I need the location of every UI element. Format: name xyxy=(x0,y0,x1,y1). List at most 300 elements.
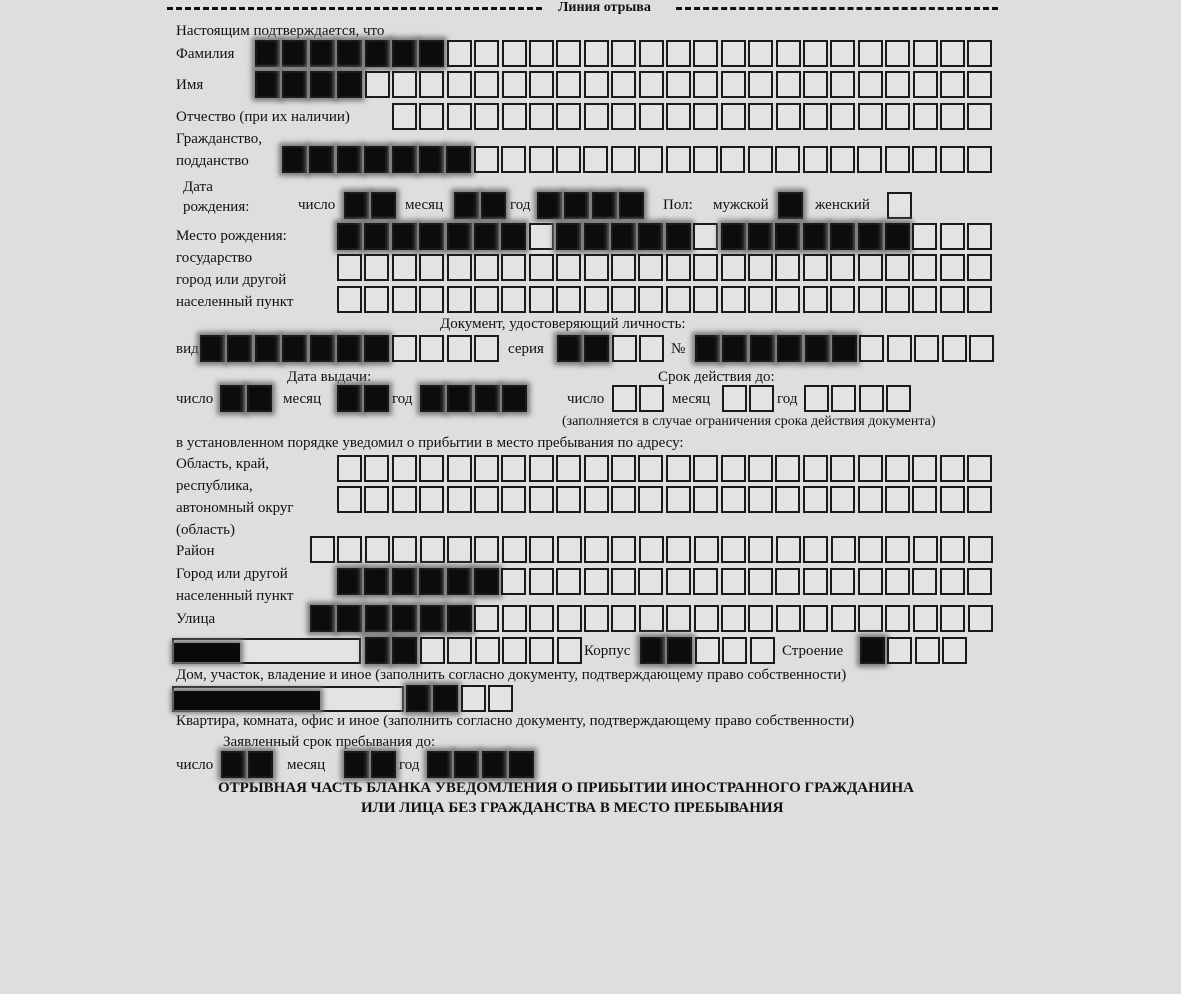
house-type-field[interactable] xyxy=(172,638,361,664)
letter-cell[interactable] xyxy=(282,40,307,67)
letter-cell[interactable] xyxy=(830,146,855,173)
letter-cell[interactable] xyxy=(447,286,472,313)
letter-cell[interactable] xyxy=(611,536,636,563)
letter-cell[interactable] xyxy=(392,335,417,362)
letter-cell[interactable] xyxy=(967,455,992,482)
letter-cell[interactable] xyxy=(584,335,609,362)
letter-cell[interactable] xyxy=(885,568,910,595)
letter-cell[interactable] xyxy=(858,605,883,632)
letter-cell[interactable] xyxy=(584,536,609,563)
letter-cell[interactable] xyxy=(482,751,507,778)
letter-cell[interactable] xyxy=(666,71,691,98)
letter-cell[interactable] xyxy=(584,71,609,98)
letter-cell[interactable] xyxy=(475,385,500,412)
letter-cell[interactable] xyxy=(830,103,855,130)
letter-cell[interactable] xyxy=(967,40,992,67)
letter-cell[interactable] xyxy=(529,455,554,482)
letter-cell[interactable] xyxy=(309,146,334,173)
letter-cell[interactable] xyxy=(282,335,307,362)
letter-cell[interactable] xyxy=(803,103,828,130)
letter-cell[interactable] xyxy=(803,40,828,67)
letter-cell[interactable] xyxy=(693,486,718,513)
letter-cell[interactable] xyxy=(584,605,609,632)
letter-cell[interactable] xyxy=(831,605,856,632)
letter-cell[interactable] xyxy=(722,335,747,362)
letter-cell[interactable] xyxy=(392,40,417,67)
letter-cell[interactable] xyxy=(748,254,773,281)
letter-cell[interactable] xyxy=(666,568,691,595)
letter-cell[interactable] xyxy=(529,254,554,281)
letter-cell[interactable] xyxy=(775,486,800,513)
letter-cell[interactable] xyxy=(693,146,718,173)
letter-cell[interactable] xyxy=(419,286,444,313)
letter-cell[interactable] xyxy=(529,486,554,513)
letter-cell[interactable] xyxy=(750,637,775,664)
letter-cell[interactable] xyxy=(529,286,554,313)
letter-cell[interactable] xyxy=(913,103,938,130)
letter-cell[interactable] xyxy=(695,637,720,664)
letter-cell[interactable] xyxy=(419,146,444,173)
letter-cell[interactable] xyxy=(447,637,472,664)
letter-cell[interactable] xyxy=(913,40,938,67)
letter-cell[interactable] xyxy=(337,455,362,482)
letter-cell[interactable] xyxy=(529,223,554,250)
letter-cell[interactable] xyxy=(859,335,884,362)
letter-cell[interactable] xyxy=(885,286,910,313)
letter-cell[interactable] xyxy=(556,40,581,67)
letter-cell[interactable] xyxy=(885,71,910,98)
letter-cell[interactable] xyxy=(778,192,803,219)
letter-cell[interactable] xyxy=(392,103,417,130)
letter-cell[interactable] xyxy=(666,605,691,632)
letter-cell[interactable] xyxy=(344,192,369,219)
letter-cell[interactable] xyxy=(775,254,800,281)
letter-cell[interactable] xyxy=(748,486,773,513)
letter-cell[interactable] xyxy=(365,536,390,563)
letter-cell[interactable] xyxy=(693,40,718,67)
letter-cell[interactable] xyxy=(721,254,746,281)
letter-cell[interactable] xyxy=(912,223,937,250)
letter-cell[interactable] xyxy=(885,103,910,130)
letter-cell[interactable] xyxy=(750,335,775,362)
letter-cell[interactable] xyxy=(776,103,801,130)
letter-cell[interactable] xyxy=(509,751,534,778)
letter-cell[interactable] xyxy=(447,605,472,632)
letter-cell[interactable] xyxy=(639,335,664,362)
letter-cell[interactable] xyxy=(557,637,582,664)
letter-cell[interactable] xyxy=(940,40,965,67)
letter-cell[interactable] xyxy=(748,455,773,482)
letter-cell[interactable] xyxy=(720,146,745,173)
letter-cell[interactable] xyxy=(940,455,965,482)
letter-cell[interactable] xyxy=(529,605,554,632)
letter-cell[interactable] xyxy=(666,455,691,482)
letter-cell[interactable] xyxy=(537,192,562,219)
letter-cell[interactable] xyxy=(501,254,526,281)
letter-cell[interactable] xyxy=(858,286,883,313)
letter-cell[interactable] xyxy=(474,605,499,632)
letter-cell[interactable] xyxy=(885,223,910,250)
letter-cell[interactable] xyxy=(831,536,856,563)
letter-cell[interactable] xyxy=(584,254,609,281)
letter-cell[interactable] xyxy=(584,568,609,595)
letter-cell[interactable] xyxy=(461,685,486,712)
letter-cell[interactable] xyxy=(529,568,554,595)
letter-cell[interactable] xyxy=(638,486,663,513)
letter-cell[interactable] xyxy=(969,335,994,362)
letter-cell[interactable] xyxy=(337,536,362,563)
letter-cell[interactable] xyxy=(830,254,855,281)
letter-cell[interactable] xyxy=(557,536,582,563)
letter-cell[interactable] xyxy=(392,455,417,482)
letter-cell[interactable] xyxy=(887,192,912,219)
letter-cell[interactable] xyxy=(447,455,472,482)
letter-cell[interactable] xyxy=(693,455,718,482)
letter-cell[interactable] xyxy=(748,103,773,130)
letter-cell[interactable] xyxy=(529,103,554,130)
letter-cell[interactable] xyxy=(940,254,965,281)
letter-cell[interactable] xyxy=(776,71,801,98)
letter-cell[interactable] xyxy=(693,223,718,250)
letter-cell[interactable] xyxy=(556,286,581,313)
letter-cell[interactable] xyxy=(775,223,800,250)
letter-cell[interactable] xyxy=(611,71,636,98)
letter-cell[interactable] xyxy=(447,103,472,130)
letter-cell[interactable] xyxy=(803,455,828,482)
letter-cell[interactable] xyxy=(365,637,390,664)
letter-cell[interactable] xyxy=(639,103,664,130)
letter-cell[interactable] xyxy=(310,40,335,67)
letter-cell[interactable] xyxy=(639,536,664,563)
letter-cell[interactable] xyxy=(666,486,691,513)
letter-cell[interactable] xyxy=(529,71,554,98)
letter-cell[interactable] xyxy=(721,568,746,595)
letter-cell[interactable] xyxy=(722,385,747,412)
letter-cell[interactable] xyxy=(247,385,272,412)
letter-cell[interactable] xyxy=(392,605,417,632)
apt-type-field[interactable] xyxy=(172,686,404,712)
letter-cell[interactable] xyxy=(803,223,828,250)
letter-cell[interactable] xyxy=(337,223,362,250)
letter-cell[interactable] xyxy=(474,71,499,98)
letter-cell[interactable] xyxy=(693,254,718,281)
letter-cell[interactable] xyxy=(611,146,636,173)
letter-cell[interactable] xyxy=(887,637,912,664)
letter-cell[interactable] xyxy=(612,335,637,362)
letter-cell[interactable] xyxy=(419,71,444,98)
letter-cell[interactable] xyxy=(639,385,664,412)
letter-cell[interactable] xyxy=(556,254,581,281)
letter-cell[interactable] xyxy=(556,455,581,482)
letter-cell[interactable] xyxy=(967,146,992,173)
letter-cell[interactable] xyxy=(666,40,691,67)
letter-cell[interactable] xyxy=(447,536,472,563)
letter-cell[interactable] xyxy=(420,536,445,563)
letter-cell[interactable] xyxy=(481,192,506,219)
letter-cell[interactable] xyxy=(556,146,581,173)
letter-cell[interactable] xyxy=(721,223,746,250)
letter-cell[interactable] xyxy=(564,192,589,219)
letter-cell[interactable] xyxy=(221,751,246,778)
letter-cell[interactable] xyxy=(501,486,526,513)
letter-cell[interactable] xyxy=(885,40,910,67)
letter-cell[interactable] xyxy=(695,335,720,362)
letter-cell[interactable] xyxy=(831,385,856,412)
letter-cell[interactable] xyxy=(529,637,554,664)
letter-cell[interactable] xyxy=(611,455,636,482)
letter-cell[interactable] xyxy=(364,335,389,362)
letter-cell[interactable] xyxy=(392,486,417,513)
letter-cell[interactable] xyxy=(454,751,479,778)
letter-cell[interactable] xyxy=(282,71,307,98)
letter-cell[interactable] xyxy=(638,223,663,250)
letter-cell[interactable] xyxy=(694,536,719,563)
letter-cell[interactable] xyxy=(721,286,746,313)
letter-cell[interactable] xyxy=(912,146,937,173)
letter-cell[interactable] xyxy=(722,637,747,664)
letter-cell[interactable] xyxy=(830,286,855,313)
letter-cell[interactable] xyxy=(638,455,663,482)
letter-cell[interactable] xyxy=(529,146,554,173)
letter-cell[interactable] xyxy=(830,40,855,67)
letter-cell[interactable] xyxy=(885,455,910,482)
letter-cell[interactable] xyxy=(447,385,472,412)
letter-cell[interactable] xyxy=(371,192,396,219)
letter-cell[interactable] xyxy=(721,486,746,513)
letter-cell[interactable] xyxy=(255,40,280,67)
letter-cell[interactable] xyxy=(282,146,307,173)
letter-cell[interactable] xyxy=(337,286,362,313)
letter-cell[interactable] xyxy=(748,146,773,173)
letter-cell[interactable] xyxy=(611,223,636,250)
letter-cell[interactable] xyxy=(693,71,718,98)
letter-cell[interactable] xyxy=(447,254,472,281)
letter-cell[interactable] xyxy=(639,40,664,67)
letter-cell[interactable] xyxy=(419,103,444,130)
letter-cell[interactable] xyxy=(556,486,581,513)
letter-cell[interactable] xyxy=(248,751,273,778)
letter-cell[interactable] xyxy=(940,71,965,98)
letter-cell[interactable] xyxy=(446,146,471,173)
letter-cell[interactable] xyxy=(474,455,499,482)
letter-cell[interactable] xyxy=(638,146,663,173)
letter-cell[interactable] xyxy=(914,335,939,362)
letter-cell[interactable] xyxy=(200,335,225,362)
letter-cell[interactable] xyxy=(967,71,992,98)
letter-cell[interactable] xyxy=(830,568,855,595)
letter-cell[interactable] xyxy=(693,568,718,595)
letter-cell[interactable] xyxy=(365,40,390,67)
letter-cell[interactable] xyxy=(447,223,472,250)
letter-cell[interactable] xyxy=(419,254,444,281)
letter-cell[interactable] xyxy=(427,751,452,778)
letter-cell[interactable] xyxy=(474,286,499,313)
letter-cell[interactable] xyxy=(612,385,637,412)
letter-cell[interactable] xyxy=(501,223,526,250)
letter-cell[interactable] xyxy=(748,71,773,98)
letter-cell[interactable] xyxy=(858,223,883,250)
letter-cell[interactable] xyxy=(392,568,417,595)
letter-cell[interactable] xyxy=(365,605,390,632)
letter-cell[interactable] xyxy=(775,286,800,313)
letter-cell[interactable] xyxy=(364,486,389,513)
letter-cell[interactable] xyxy=(419,568,444,595)
letter-cell[interactable] xyxy=(858,455,883,482)
letter-cell[interactable] xyxy=(255,71,280,98)
letter-cell[interactable] xyxy=(392,71,417,98)
letter-cell[interactable] xyxy=(392,637,417,664)
letter-cell[interactable] xyxy=(474,223,499,250)
letter-cell[interactable] xyxy=(392,254,417,281)
letter-cell[interactable] xyxy=(639,71,664,98)
letter-cell[interactable] xyxy=(220,385,245,412)
letter-cell[interactable] xyxy=(832,335,857,362)
letter-cell[interactable] xyxy=(364,385,389,412)
letter-cell[interactable] xyxy=(502,103,527,130)
letter-cell[interactable] xyxy=(885,605,910,632)
letter-cell[interactable] xyxy=(447,40,472,67)
letter-cell[interactable] xyxy=(337,486,362,513)
letter-cell[interactable] xyxy=(474,486,499,513)
letter-cell[interactable] xyxy=(803,486,828,513)
letter-cell[interactable] xyxy=(371,751,396,778)
letter-cell[interactable] xyxy=(858,103,883,130)
letter-cell[interactable] xyxy=(693,103,718,130)
letter-cell[interactable] xyxy=(364,286,389,313)
letter-cell[interactable] xyxy=(337,335,362,362)
letter-cell[interactable] xyxy=(915,637,940,664)
letter-cell[interactable] xyxy=(419,40,444,67)
letter-cell[interactable] xyxy=(447,71,472,98)
letter-cell[interactable] xyxy=(912,254,937,281)
letter-cell[interactable] xyxy=(776,536,801,563)
letter-cell[interactable] xyxy=(805,335,830,362)
letter-cell[interactable] xyxy=(227,335,252,362)
letter-cell[interactable] xyxy=(611,40,636,67)
letter-cell[interactable] xyxy=(502,605,527,632)
letter-cell[interactable] xyxy=(913,71,938,98)
letter-cell[interactable] xyxy=(447,335,472,362)
letter-cell[interactable] xyxy=(666,103,691,130)
letter-cell[interactable] xyxy=(344,751,369,778)
letter-cell[interactable] xyxy=(364,223,389,250)
letter-cell[interactable] xyxy=(776,40,801,67)
letter-cell[interactable] xyxy=(364,455,389,482)
letter-cell[interactable] xyxy=(337,385,362,412)
letter-cell[interactable] xyxy=(857,146,882,173)
letter-cell[interactable] xyxy=(310,71,335,98)
letter-cell[interactable] xyxy=(611,254,636,281)
letter-cell[interactable] xyxy=(968,605,993,632)
letter-cell[interactable] xyxy=(557,335,582,362)
letter-cell[interactable] xyxy=(433,685,458,712)
letter-cell[interactable] xyxy=(556,223,581,250)
letter-cell[interactable] xyxy=(775,146,800,173)
letter-cell[interactable] xyxy=(638,254,663,281)
letter-cell[interactable] xyxy=(940,286,965,313)
letter-cell[interactable] xyxy=(392,536,417,563)
letter-cell[interactable] xyxy=(967,254,992,281)
letter-cell[interactable] xyxy=(968,536,993,563)
letter-cell[interactable] xyxy=(940,103,965,130)
letter-cell[interactable] xyxy=(803,286,828,313)
letter-cell[interactable] xyxy=(474,254,499,281)
letter-cell[interactable] xyxy=(830,223,855,250)
letter-cell[interactable] xyxy=(501,286,526,313)
letter-cell[interactable] xyxy=(940,146,965,173)
letter-cell[interactable] xyxy=(584,455,609,482)
letter-cell[interactable] xyxy=(420,637,445,664)
letter-cell[interactable] xyxy=(666,286,691,313)
letter-cell[interactable] xyxy=(529,536,554,563)
letter-cell[interactable] xyxy=(502,385,527,412)
letter-cell[interactable] xyxy=(310,605,335,632)
letter-cell[interactable] xyxy=(830,455,855,482)
letter-cell[interactable] xyxy=(474,103,499,130)
letter-cell[interactable] xyxy=(364,568,389,595)
letter-cell[interactable] xyxy=(392,223,417,250)
letter-cell[interactable] xyxy=(748,223,773,250)
letter-cell[interactable] xyxy=(803,568,828,595)
letter-cell[interactable] xyxy=(803,254,828,281)
letter-cell[interactable] xyxy=(474,335,499,362)
letter-cell[interactable] xyxy=(748,605,773,632)
letter-cell[interactable] xyxy=(619,192,644,219)
letter-cell[interactable] xyxy=(557,605,582,632)
letter-cell[interactable] xyxy=(830,71,855,98)
letter-cell[interactable] xyxy=(776,605,801,632)
letter-cell[interactable] xyxy=(886,385,911,412)
letter-cell[interactable] xyxy=(775,455,800,482)
letter-cell[interactable] xyxy=(556,103,581,130)
letter-cell[interactable] xyxy=(940,486,965,513)
letter-cell[interactable] xyxy=(666,146,691,173)
letter-cell[interactable] xyxy=(474,146,499,173)
letter-cell[interactable] xyxy=(693,286,718,313)
letter-cell[interactable] xyxy=(611,486,636,513)
letter-cell[interactable] xyxy=(942,637,967,664)
letter-cell[interactable] xyxy=(638,286,663,313)
letter-cell[interactable] xyxy=(858,568,883,595)
letter-cell[interactable] xyxy=(556,568,581,595)
letter-cell[interactable] xyxy=(967,286,992,313)
letter-cell[interactable] xyxy=(912,286,937,313)
letter-cell[interactable] xyxy=(584,486,609,513)
letter-cell[interactable] xyxy=(858,536,883,563)
letter-cell[interactable] xyxy=(694,605,719,632)
letter-cell[interactable] xyxy=(255,335,280,362)
letter-cell[interactable] xyxy=(475,637,500,664)
letter-cell[interactable] xyxy=(583,146,608,173)
letter-cell[interactable] xyxy=(474,568,499,595)
letter-cell[interactable] xyxy=(310,536,335,563)
letter-cell[interactable] xyxy=(584,103,609,130)
letter-cell[interactable] xyxy=(721,71,746,98)
letter-cell[interactable] xyxy=(858,71,883,98)
letter-cell[interactable] xyxy=(803,146,828,173)
letter-cell[interactable] xyxy=(666,223,691,250)
letter-cell[interactable] xyxy=(406,685,431,712)
letter-cell[interactable] xyxy=(777,335,802,362)
letter-cell[interactable] xyxy=(584,223,609,250)
letter-cell[interactable] xyxy=(912,568,937,595)
letter-cell[interactable] xyxy=(584,286,609,313)
letter-cell[interactable] xyxy=(364,254,389,281)
letter-cell[interactable] xyxy=(419,223,444,250)
letter-cell[interactable] xyxy=(748,536,773,563)
letter-cell[interactable] xyxy=(488,685,513,712)
letter-cell[interactable] xyxy=(830,486,855,513)
